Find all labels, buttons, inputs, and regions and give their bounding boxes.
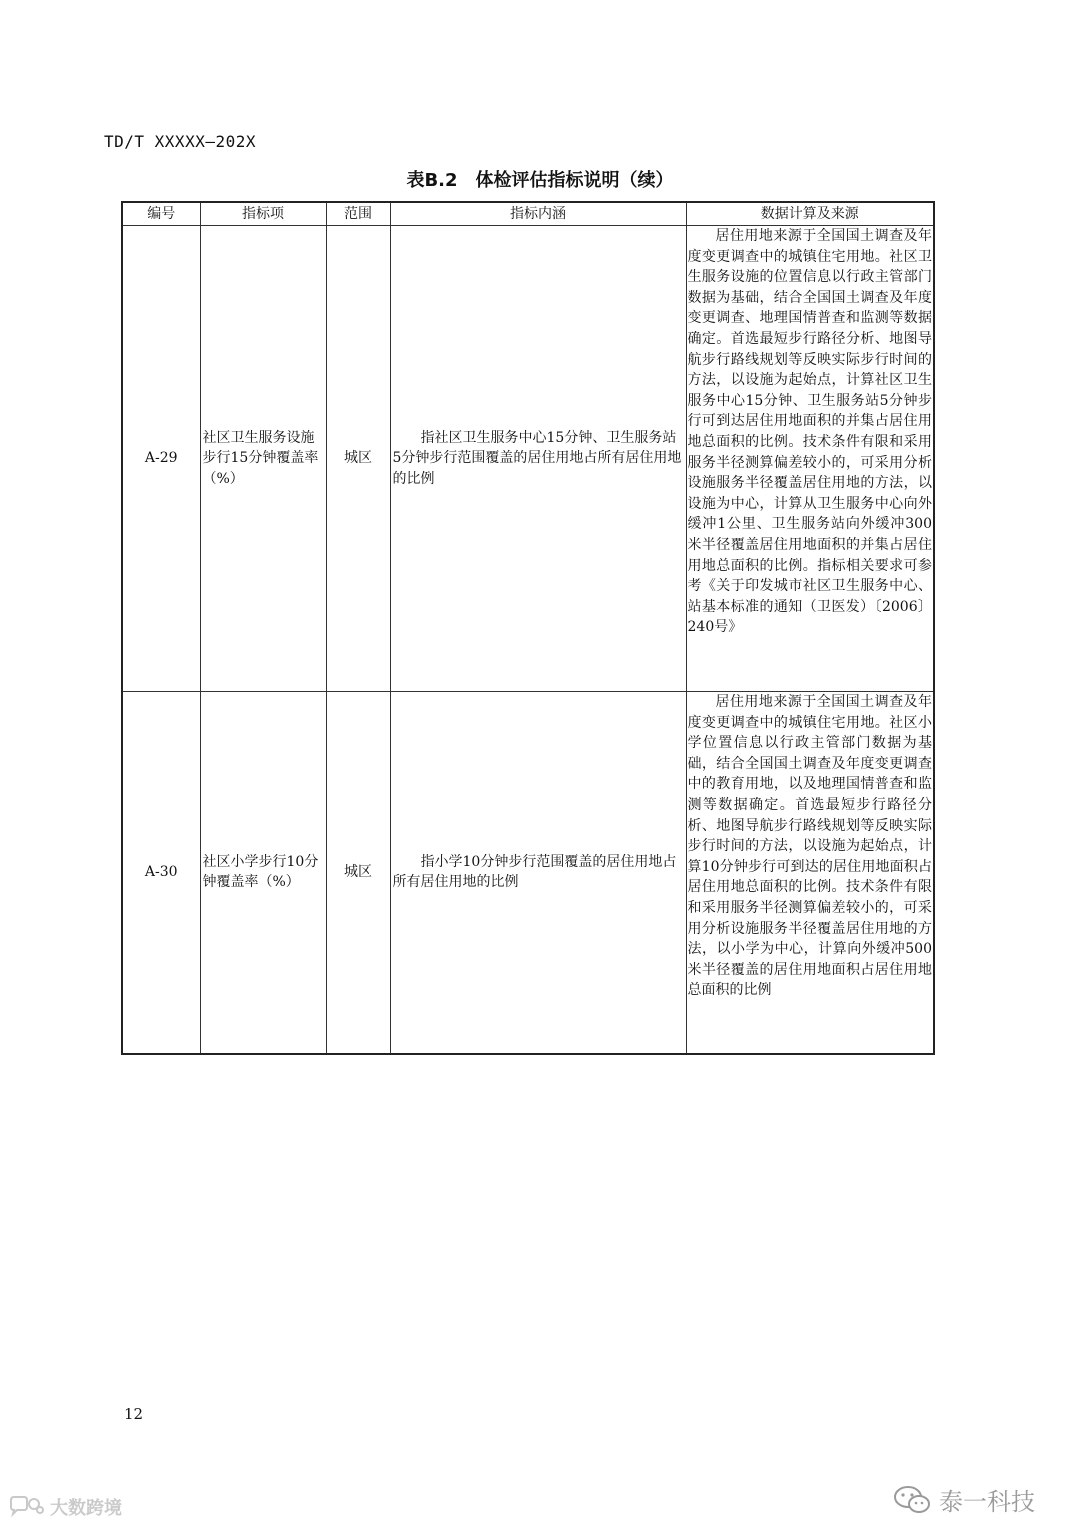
wechat-icon xyxy=(893,1485,931,1515)
watermark-right xyxy=(893,1482,1035,1517)
column-header-id: 编号 xyxy=(122,202,200,226)
watermark-left xyxy=(8,1494,122,1520)
table-header-row xyxy=(122,202,934,226)
cell-item: 社区卫生服务设施步行15分钟覆盖率（%） xyxy=(200,226,326,692)
watermark-left-text: 大数跨境 xyxy=(50,1498,122,1519)
table-row xyxy=(122,692,934,1054)
table-title: 表B.2 体检评估指标说明（续） xyxy=(406,170,674,191)
page-number: 12 xyxy=(124,1405,144,1423)
speech-bubble-logo-icon xyxy=(8,1496,44,1518)
column-header-definition: 指标内涵 xyxy=(390,202,686,226)
indicator-table xyxy=(121,201,935,1055)
cell-scope: 城区 xyxy=(326,226,390,692)
cell-id: A-29 xyxy=(122,226,200,692)
cell-id: A-30 xyxy=(122,692,200,1054)
document-code: TD/T XXXXX—202X xyxy=(104,132,256,151)
watermark-right-text: 泰一科技 xyxy=(939,1488,1035,1516)
cell-definition: 指社区卫生服务中心15分钟、卫生服务站5分钟步行范围覆盖的居住用地占所有居住用地的比例 xyxy=(390,226,686,692)
cell-definition: 指小学10分钟步行范围覆盖的居住用地占所有居住用地的比例 xyxy=(390,692,686,1054)
cell-scope: 城区 xyxy=(326,692,390,1054)
column-header-item: 指标项 xyxy=(200,202,326,226)
cell-data-source: 居住用地来源于全国国土调查及年度变更调查中的城镇住宅用地。社区卫生服务设施的位置信息以行政主管部门数据为基础，结合全国国土调查及年度变更调查、地理国情普查和监测等数据确定。首选最短步行路径分析、地图导航步行路线规划等反映实际步行时间的方法，以设施为起始点，计算社区卫生服务中心15分钟、卫生服务站5分钟步行可到达居住用地面积的并集占居住用地总面积的比例。技术条件有限和采用服务半径测算偏差较小的，可采用分析设施服务半径覆盖居住用地的方法，以设施为中心，计算从卫生服务中心向外缓冲1公里、卫生服务站向外缓冲300米半径覆盖居住用地面积的并集占居住用地总面积的比例。指标相关要求可参考《关于印发城市社区卫生服务中心、站基本标准的通知（卫医发）〔2006〕240号》 xyxy=(686,226,934,692)
column-header-data-source: 数据计算及来源 xyxy=(686,202,934,226)
cell-data-source: 居住用地来源于全国国土调查及年度变更调查中的城镇住宅用地。社区小学位置信息以行政主管部门数据为基础，结合全国国土调查及年度变更调查中的教育用地，以及地理国情普查和监测等数据确定。首选最短步行路径分析、地图导航步行路线规划等反映实际步行时间的方法，以设施为起始点，计算10分钟步行可到达的居住用地面积占居住用地总面积的比例。技术条件有限和采用服务半径测算偏差较小的，可采用分析设施服务半径覆盖居住用地的方法，以小学为中心，计算向外缓冲500米半径覆盖的居住用地面积占居住用地总面积的比例 xyxy=(686,692,934,1054)
table-row xyxy=(122,226,934,692)
column-header-scope: 范围 xyxy=(326,202,390,226)
cell-item: 社区小学步行10分钟覆盖率（%） xyxy=(200,692,326,1054)
